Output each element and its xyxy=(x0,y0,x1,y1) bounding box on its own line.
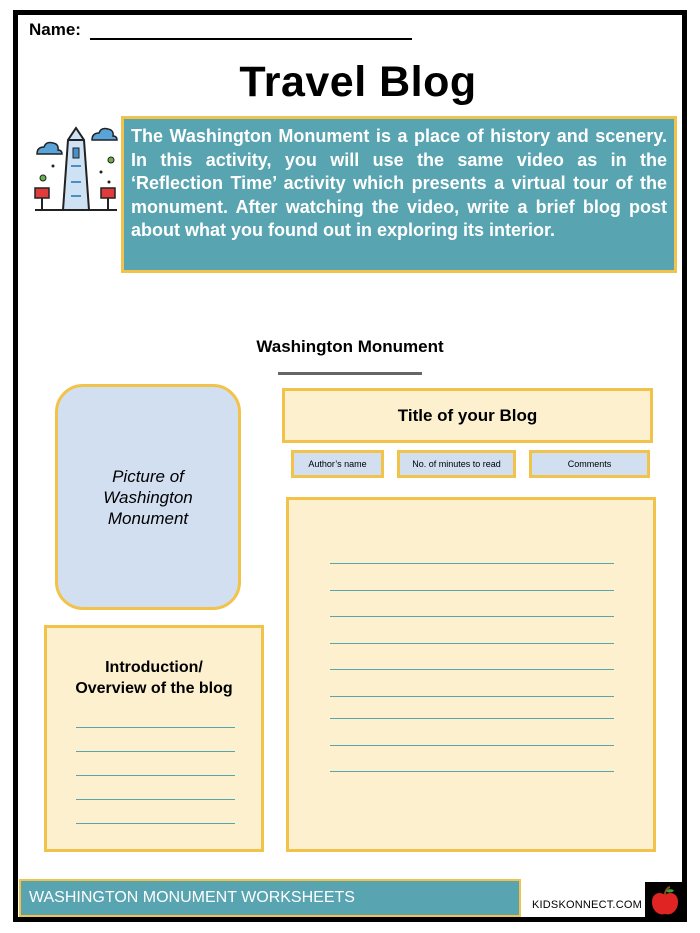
page-title: Travel Blog xyxy=(239,58,477,106)
writing-line[interactable] xyxy=(330,745,614,746)
writing-line[interactable] xyxy=(330,771,614,772)
introduction-label-line1: Introduction/ xyxy=(105,659,203,676)
footer-site-label: KIDSKONNECT.COM xyxy=(532,899,642,911)
section-underline xyxy=(278,372,422,375)
name-input-line[interactable] xyxy=(90,38,412,40)
footer-worksheet-label: WASHINGTON MONUMENT WORKSHEETS xyxy=(29,889,355,906)
washington-monument-icon xyxy=(33,126,119,221)
writing-line[interactable] xyxy=(76,823,235,824)
writing-line[interactable] xyxy=(330,563,614,564)
comments-label: Comments xyxy=(567,459,612,469)
minutes-to-read-box[interactable] xyxy=(397,450,516,478)
writing-line[interactable] xyxy=(76,751,235,752)
picture-placeholder-box[interactable] xyxy=(55,384,241,610)
comments-box[interactable] xyxy=(529,450,650,478)
minutes-to-read-label: No. of minutes to read xyxy=(412,459,501,469)
introduction-label-line2: Overview of the blog xyxy=(75,680,233,697)
writing-line[interactable] xyxy=(330,616,614,617)
blog-title-label: Title of your Blog xyxy=(397,405,538,425)
writing-line[interactable] xyxy=(330,696,614,697)
section-heading: Washington Monument xyxy=(256,337,444,356)
writing-line[interactable] xyxy=(76,775,235,776)
writing-line[interactable] xyxy=(330,643,614,644)
writing-line[interactable] xyxy=(330,718,614,719)
author-name-label: Author’s name xyxy=(308,459,367,469)
blog-body-box[interactable] xyxy=(286,497,656,852)
introduction-box[interactable] xyxy=(44,625,264,852)
writing-line[interactable] xyxy=(76,727,235,728)
author-name-box[interactable] xyxy=(291,450,384,478)
writing-line[interactable] xyxy=(330,669,614,670)
writing-line[interactable] xyxy=(76,799,235,800)
introduction-label xyxy=(47,657,261,699)
picture-placeholder-label: Picture of Washington Monument xyxy=(103,466,193,528)
blog-title-box[interactable] xyxy=(282,388,653,443)
apple-logo-icon xyxy=(645,882,685,922)
writing-line[interactable] xyxy=(330,590,614,591)
name-label: Name: xyxy=(29,20,81,39)
instructions-box: The Washington Monument is a place of history and scenery. In this activity, you will use the same video as in the ‘Reflection Time’ activity which presents a virtual tour of the monument. After watching the video, write a brief blog post about what you found out in exploring its interior. xyxy=(121,116,677,273)
footer-worksheet-bar xyxy=(19,879,521,917)
